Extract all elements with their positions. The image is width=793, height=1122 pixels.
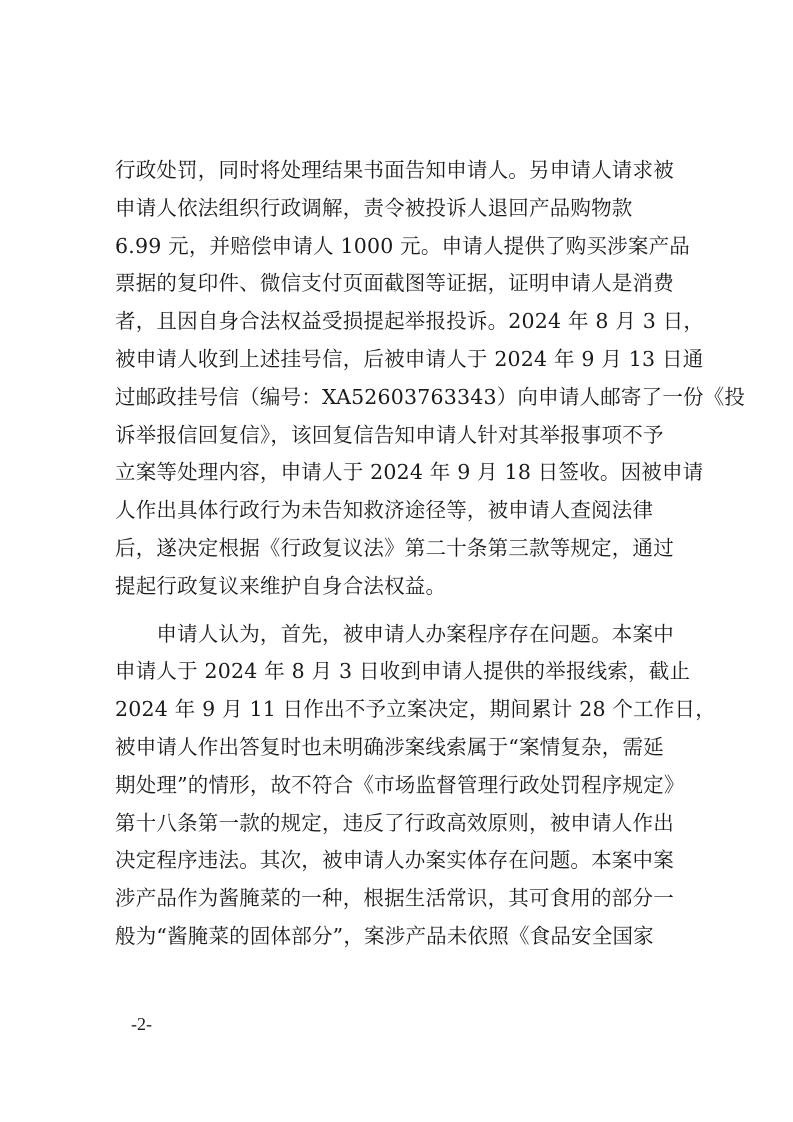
text-line: 提起行政复议来维护自身合法权益。 xyxy=(115,573,447,598)
text-line: 涉产品作为酱腌菜的一种，根据生活常识，其可食用的部分一 xyxy=(115,886,674,911)
text-line: 第十八条第一款的规定，违反了行政高效原则，被申请人作出 xyxy=(115,810,674,835)
text-line: 过邮政挂号信（编号：XA52603763343）向申请人邮寄了一份《投 xyxy=(115,384,746,409)
text-line: 申请人于 2024 年 8 月 3 日收到申请人提供的举报线索，截止 xyxy=(115,659,691,684)
text-line: 后，遂决定根据《行政复议法》第二十条第三款等规定，通过 xyxy=(115,535,674,560)
text-line: 2024 年 9 月 11 日作出不予立案决定，期间累计 28 个工作日， xyxy=(115,697,716,722)
paragraph-2 xyxy=(115,616,716,956)
text-line: 者，且因自身合法权益受损提起举报投诉。2024 年 8 月 3 日， xyxy=(115,309,705,334)
text-line: 被申请人收到上述挂号信，后被申请人于 2024 年 9 月 13 日通 xyxy=(115,346,704,371)
text-line: 行政处罚，同时将处理结果书面告知申请人。另申请人请求被 xyxy=(115,158,674,182)
text-line: 票据的复印件、微信支付页面截图等证据，证明申请人是消费 xyxy=(115,271,674,296)
text-line: 决定程序违法。其次，被申请人办案实体存在问题。本案中案 xyxy=(115,848,674,873)
text-line: 期处理”的情形，故不符合《市场监督管理行政处罚程序规定》 xyxy=(115,772,685,797)
text-line: 被申请人作出答复时也未明确涉案线索属于“案情复杂，需延 xyxy=(115,734,664,759)
text-line: 申请人认为，首先，被申请人办案程序存在问题。本案中 xyxy=(115,621,674,646)
page-number: -2- xyxy=(131,1014,152,1034)
text-line: 般为“酱腌菜的固体部分”，案涉产品未依照《食品安全国家 xyxy=(115,923,654,948)
text-line: 人作出具体行政行为未告知救济途径等，被申请人查阅法律 xyxy=(115,498,654,523)
text-line: 6.99 元，并赔偿申请人 1000 元。申请人提供了购买涉案产品 xyxy=(115,233,690,258)
paragraph-1 xyxy=(115,152,746,606)
text-line: 诉举报信回复信》，该回复信告知申请人针对其举报事项不予 xyxy=(115,422,664,447)
text-line: 申请人依法组织行政调解，责令被投诉人退回产品购物款 xyxy=(115,195,633,220)
body-text xyxy=(115,152,746,956)
paragraph-spacer xyxy=(115,606,695,616)
text-line: 立案等处理内容，申请人于 2024 年 9 月 18 日签收。因被申请 xyxy=(115,460,704,485)
